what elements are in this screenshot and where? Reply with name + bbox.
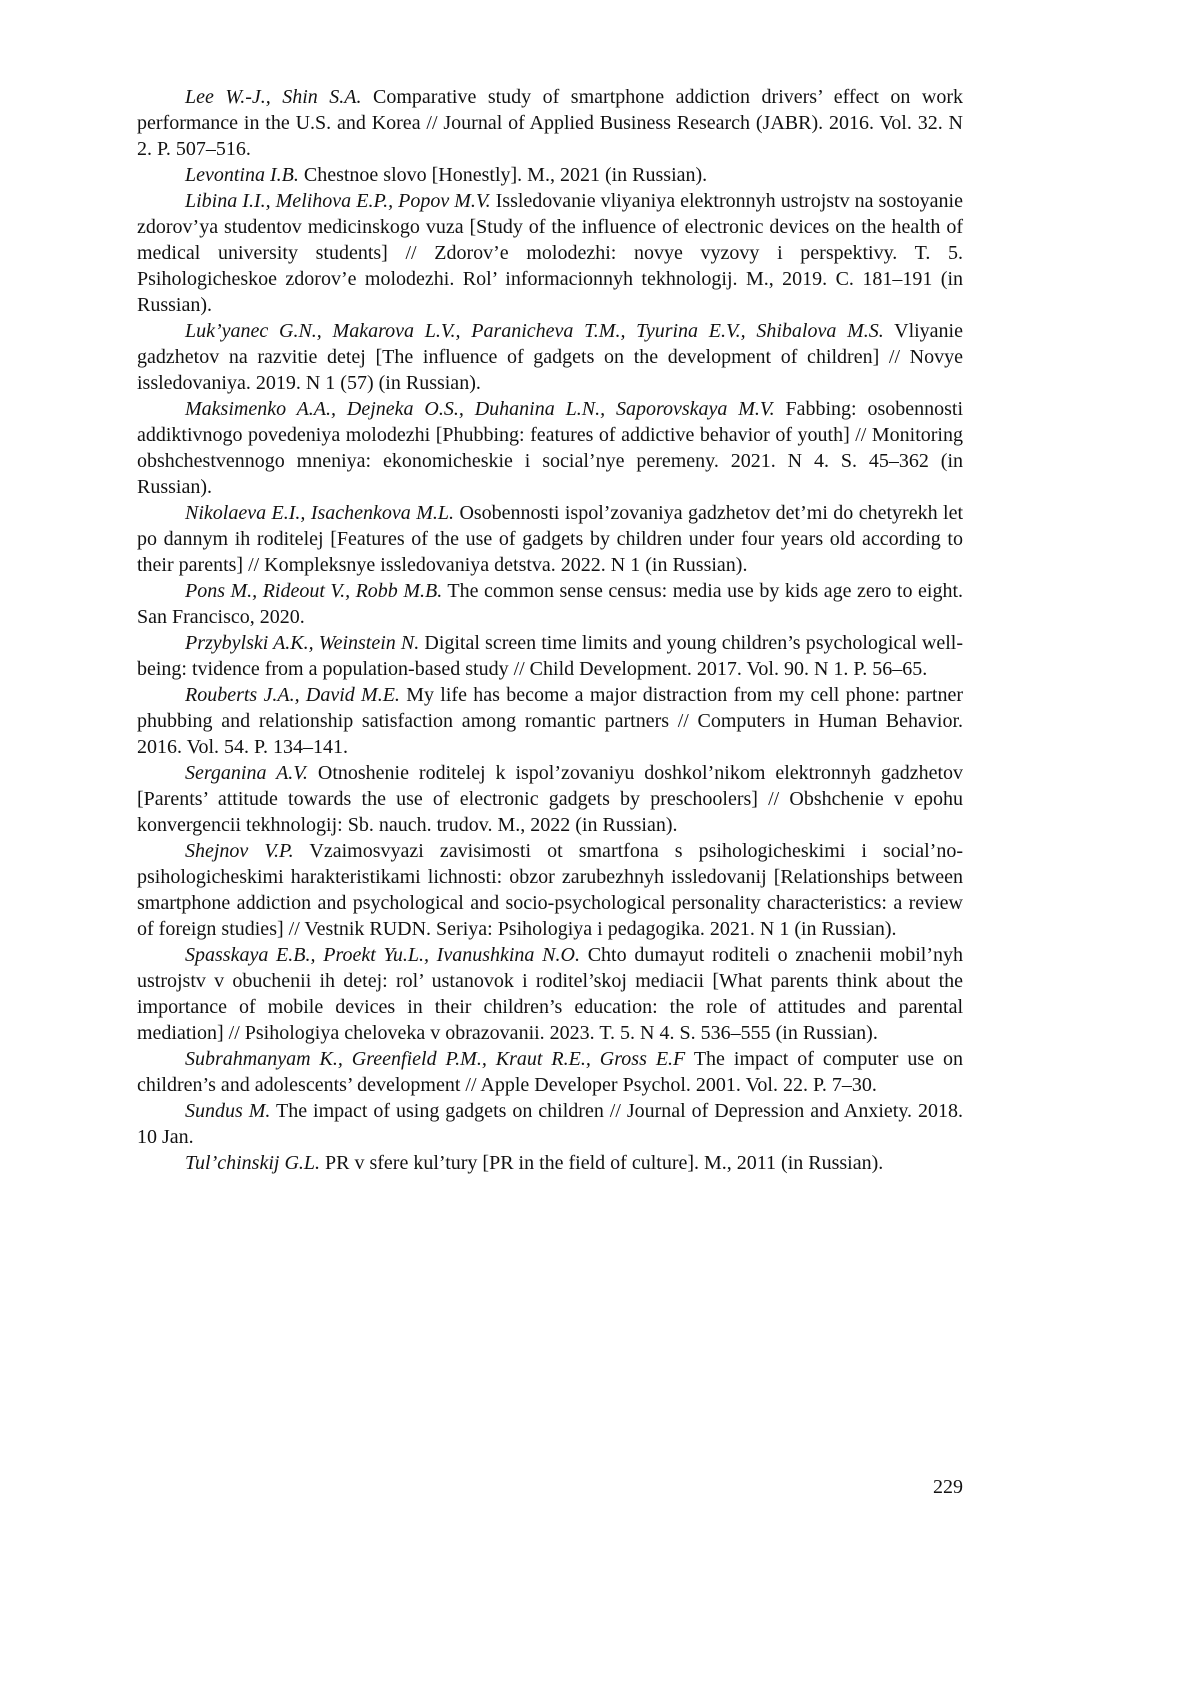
reference-entry <box>137 682 963 760</box>
reference-entry <box>137 1150 963 1176</box>
reference-entry <box>137 760 963 838</box>
reference-text: Fabbing: osobennosti addiktivnogo povedeniya molodezhi [Phubbing: features of addictive behavior of youth] // Monitoring obshchestvennogo mneniya: ekonomicheskie i social’nye peremeny. 2021. N 4. S. 45–362 (in Russian). <box>137 398 964 498</box>
reference-entry <box>137 84 963 162</box>
reference-entry <box>137 188 963 318</box>
reference-text: Digital screen time limits and young children’s psychological well-being: tvidence from a population-based study // Child Development. 2017. Vol. 90. N 1. P. 56–65. <box>137 632 963 680</box>
reference-authors: Sundus M. <box>185 1100 271 1122</box>
reference-authors: Spasskaya E.B., Proekt Yu.L., Ivanushkina N.O. <box>185 944 580 966</box>
references-list <box>137 84 963 1176</box>
reference-text: Osobennosti ispol’zovaniya gadzhetov det’mi do chetyrekh let po dannym ih roditelej [Features of the use of gadgets by children under four years old according to their parents] // Kompleksnye issledovaniya detstva. 2022. N 1 (in Russian). <box>137 502 964 576</box>
reference-authors: Levontina I.B. <box>185 164 299 186</box>
reference-entry <box>137 838 963 942</box>
reference-text: Otnoshenie roditelej k ispol’zovaniyu doshkol’nikom elektronnyh gadzhetov [Parents’ attitude towards the use of electronic gadgets by preschoolers] // Obshchenie v epohu konvergencii tekhnologij: Sb. nauch. trudov. M., 2022 (in Russian). <box>137 762 963 836</box>
reference-authors: Przybylski A.K., Weinstein N. <box>185 632 420 654</box>
reference-text: My life has become a major distraction from my cell phone: partner phubbing and relationship satisfaction among romantic partners // Computers in Human Behavior. 2016. Vol. 54. P. 134–141. <box>137 684 963 758</box>
reference-authors: Tul’chinskij G.L. <box>185 1152 321 1174</box>
reference-entry <box>137 578 963 630</box>
reference-entry <box>137 162 963 188</box>
reference-entry <box>137 500 963 578</box>
reference-entry <box>137 1046 963 1098</box>
reference-entry <box>137 630 963 682</box>
reference-entry <box>137 1098 963 1150</box>
reference-text: Comparative study of smartphone addiction drivers’ effect on work performance in the U.S. and Korea // Journal of Applied Business Research (JABR). 2016. Vol. 32. N 2. P. 507–516. <box>137 86 964 160</box>
reference-text: The impact of using gadgets on children // Journal of Depression and Anxiety. 2018. 10 Jan. <box>137 1100 964 1148</box>
reference-text: Chestnoe slovo [Honestly]. M., 2021 (in Russian). <box>303 164 708 186</box>
reference-text: Vliyanie gadzhetov na razvitie detej [The influence of gadgets on the development of children] // Novye issledovaniya. 2019. N 1 (57) (in Russian). <box>137 320 963 394</box>
reference-authors: Serganina A.V. <box>185 762 308 784</box>
reference-entry <box>137 942 963 1046</box>
reference-entry <box>137 318 963 396</box>
reference-authors: Subrahmanyam K., Greenfield P.M., Kraut R.E., Gross E.F <box>185 1048 686 1070</box>
reference-authors: Luk’yanec G.N., Makarova L.V., Paranicheva T.M., Tyurina E.V., Shibalova M.S. <box>185 320 884 342</box>
reference-text: The common sense census: media use by kids age zero to eight. San Francisco, 2020. <box>137 580 963 628</box>
reference-authors: Lee W.-J., Shin S.A. <box>185 86 362 108</box>
reference-authors: Libina I.I., Melihova E.P., Popov M.V. <box>185 190 491 212</box>
page-number: 229 <box>933 1476 963 1498</box>
reference-entry <box>137 396 963 500</box>
reference-text: PR v sfere kul’tury [PR in the field of culture]. M., 2011 (in Russian). <box>325 1152 884 1174</box>
reference-text: Chto dumayut roditeli o znachenii mobil’nyh ustrojstv v obuchenii ih detej: rol’ ustanovok i roditel’skoj mediacii [What parents think about the importance of mobile devices in their children’s education: the role of attitudes and parental mediation] // Psihologiya cheloveka v obrazovanii. 2023. T. 5. N 4. S. 536–555 (in Russian). <box>137 944 964 1044</box>
reference-text: Issledovanie vliyaniya elektronnyh ustrojstv na sostoyanie zdorov’ya studentov medicinskogo vuza [Study of the influence of electronic devices on the health of medical university students] // Zdorov’e molodezhi: novye vyzovy i perspektivy. T. 5. Psihologicheskoe zdorov’e molodezhi. Rol’ informacionnyh tekhnologij. M., 2019. C. 181–191 (in Russian). <box>137 190 963 316</box>
reference-text: The impact of computer use on children’s and adolescents’ development // Apple Developer Psychol. 2001. Vol. 22. P. 7–30. <box>137 1048 963 1096</box>
reference-authors: Pons M., Rideout V., Robb M.B. <box>185 580 443 602</box>
reference-authors: Shejnov V.P. <box>185 840 294 862</box>
reference-text: Vzaimosvyazi zavisimosti ot smartfona s psihologicheskimi i social’no-psihologicheskimi harakteristikami lichnosti: obzor zarubezhnyh issledovanij [Relationships between smartphone addiction and psychological and socio-psychological personality characteristics: a review of foreign studies] // Vestnik RUDN. Seriya: Psihologiya i pedagogika. 2021. N 1 (in Russian). <box>137 840 963 940</box>
reference-authors: Rouberts J.A., David M.E. <box>185 684 400 706</box>
reference-authors: Nikolaeva E.I., Isachenkova M.L. <box>185 502 454 524</box>
reference-authors: Maksimenko A.A., Dejneka O.S., Duhanina L.N., Saporovskaya M.V. <box>185 398 775 420</box>
